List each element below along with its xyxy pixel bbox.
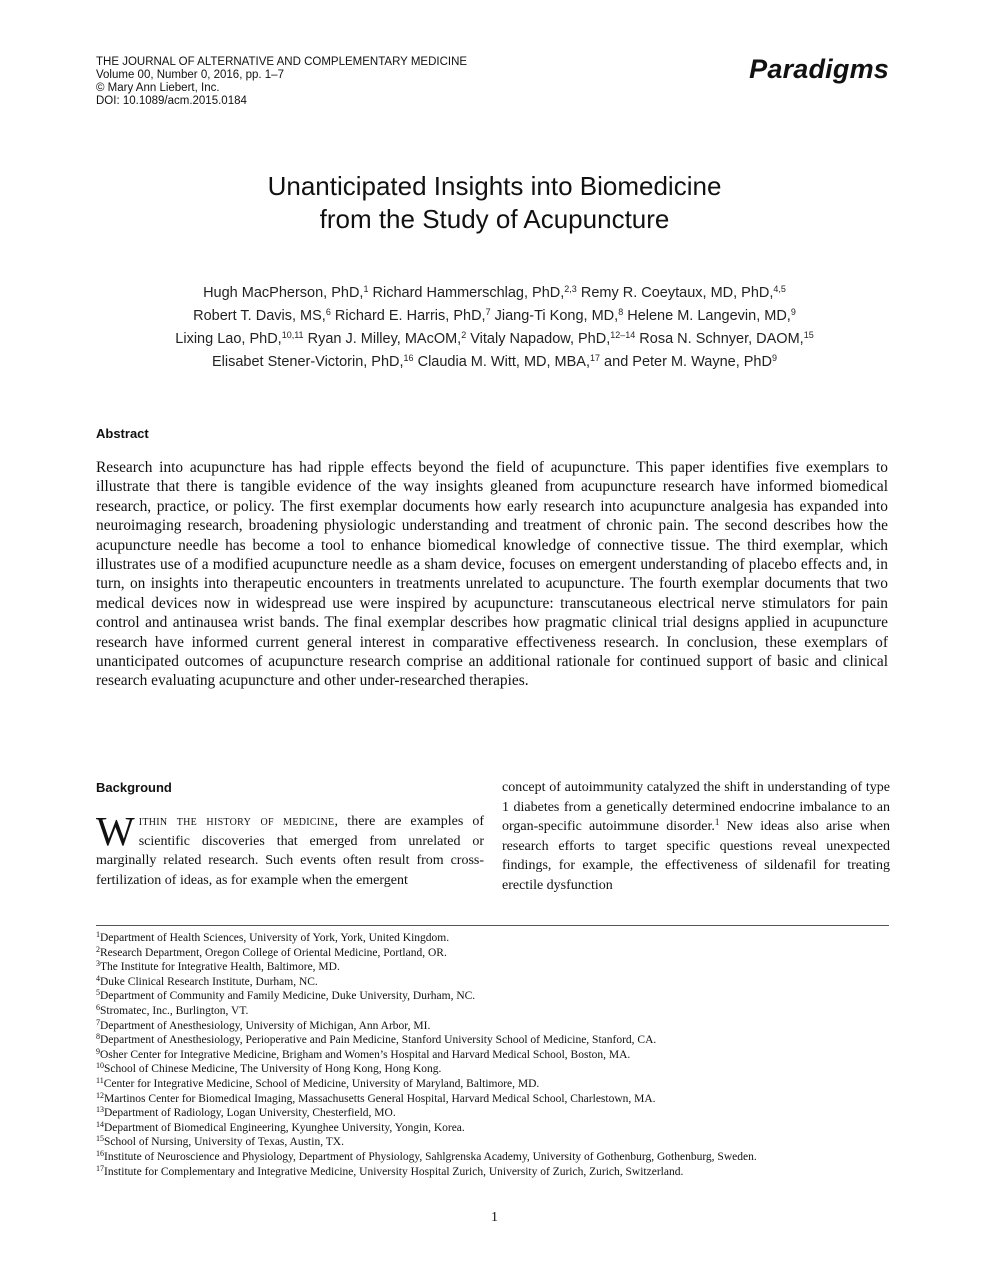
author-affiliation-sup: 2,3 [564,284,577,294]
footnote-item: $^9$Osher Center for Integrative Medicine, Brigham and Women’s Hospital and Harvard Medical School, Boston, MA. [96,1046,631,1061]
journal-header [96,56,467,108]
author-affiliation-sup: 4,5 [773,284,786,294]
author-affiliation-sup: 2 [461,330,467,340]
abstract-heading: Abstract [96,426,149,441]
title-line-2: from the Study of Acupuncture [319,204,670,234]
author-affiliation-sup: 9 [771,353,777,363]
author-name: Helene M. Langevin, MD, [627,308,791,324]
footnote-item: $^{10}$School of Chinese Medicine, The University of Hong Kong, Hong Kong. [96,1061,442,1076]
author-line-2 [0,303,989,326]
footnote-item: $^{17}$Institute for Complementary and Integrative Medicine, University Hospital Zurich, University of Zurich, Zurich, Switzerland. [96,1163,684,1178]
author-name: Robert T. Davis, MS, [193,308,326,324]
body-column-right [502,778,890,895]
footnote-item: $^{12}$Martinos Center for Biomedical Imaging, Massachusetts General Hospital, Harvard Medical School, Charlestown, MA. [96,1090,656,1105]
author-name: Ryan J. Milley, MAcOM, [307,331,462,347]
footnote-item: $^{16}$Institute of Neuroscience and Physiology, Department of Physiology, Sahlgrenska Academy, University of Gothenburg, Gothenburg, Sweden. [96,1148,757,1163]
drop-cap: W [96,808,135,854]
title-line-1: Unanticipated Insights into Biomedicine [267,171,722,201]
abstract-body: Research into acupuncture has had ripple effects beyond the field of acupuncture. This paper identifies five exemplars to illustrate that there is tangible evidence of the way insights gleaned from acupuncture research have informed biomedical research, practice, or policy. The first exemplar documents how early research into acupuncture analgesia has expanded into neuroimaging research, broadening physiologic understanding and treatment of chronic pain. The second describes how the acupuncture needle has become a tool to enhance biomedical knowledge of connective tissue. The third exemplar, which illustrates use of a modified acupuncture needle as a sham device, focuses on emergent understanding of placebo effects and, in turn, on insights into therapeutic encounters in treatments unrelated to acupuncture. The fourth exemplar documents that two medical devices now in widespread use were inspired by acupuncture: transcutaneous electrical nerve stimulators for pain control and antinausea wrist bands. The final exemplar describes how pragmatic clinical trial designs applied in acupuncture research have informed current general interest in comparative effectiveness research. In conclusion, these exemplars of unanticipated outcomes of acupuncture research comprise an additional rationale for continued support of basic and clinical research evaluating acupuncture and other under-researched therapies. [96,459,888,690]
journal-doi: DOI: 10.1089/acm.2015.0184 [96,95,247,107]
author-affiliation-sup: 10,11 [281,330,304,340]
footnote-item: $^4$Duke Clinical Research Institute, Durham, NC. [96,973,318,988]
author-name: Richard E. Harris, PhD, [334,308,486,324]
author-affiliation-sup: 16 [403,353,414,363]
page-number: 1 [491,1210,498,1225]
author-affiliation-sup: 12–14 [610,330,636,340]
author-affiliation-sup: 1 [363,284,369,294]
author-line-3 [0,326,989,349]
footnote-item: $^3$The Institute for Integrative Health, Baltimore, MD. [96,959,340,974]
author-name: Jiang-Ti Kong, MD, [494,308,619,324]
section-label: Paradigms [749,54,889,84]
author-affiliation-sup: 9 [790,307,796,317]
author-name: Lixing Lao, PhD, [175,331,282,347]
footnote-item: $^2$Research Department, Oregon College of Oriental Medicine, Portland, OR. [96,944,447,959]
author-name: Peter M. Wayne, PhD [632,354,772,370]
footnote-item: $^{13}$Department of Radiology, Logan University, Chesterfield, MO. [96,1105,396,1120]
reference-citation[interactable]: 1 [714,817,720,827]
author-name: Rosa N. Schnyer, DAOM, [639,331,804,347]
body-text: there are examples of scientific discoveries that emerged from unrelated or marginally related research. Such events often result from cross-fertilization of ideas, as for example when the emergent [96,814,484,888]
body-text: New ideas also arise when research efforts to target specific questions reveal unexpected findings, for example, the effectiveness of sildenafil for treating erectile dysfunction [502,819,890,893]
footnote-divider [96,925,889,926]
author-affiliation-sup: 15 [803,330,814,340]
footnote-item: $^6$Stromatec, Inc., Burlington, VT. [96,1002,249,1017]
author-line-4: Elisabet Stener-Victorin, PhD,$^{16}$ Claudia M. Witt, MD, MBA,$^{17}$ and Peter M. Wayne, PhD$^9$ [212,353,777,370]
footnote-item: $^8$Department of Anesthesiology, Perioperative and Pain Medicine, Stanford University School of Medicine, Stanford, CA. [96,1032,657,1047]
author-line-1 [0,280,989,303]
journal-copyright: © Mary Ann Liebert, Inc. [96,82,220,94]
affiliation-footnotes [96,931,891,1179]
footnote-item: $^{14}$Department of Biomedical Engineering, Kyunghee University, Yongin, Korea. [96,1119,465,1134]
author-name: Remy R. Coeytaux, MD, PhD, [580,285,774,301]
author-affiliation-sup: 7 [485,307,491,317]
body-column-left [96,808,484,890]
author-list [0,280,989,372]
footnote-item: $^{15}$School of Nursing, University of Texas, Austin, TX. [96,1134,344,1149]
author-affiliation-sup: 8 [618,307,624,317]
footnote-item: $^{11}$Center for Integrative Medicine, School of Medicine, University of Maryland, Baltimore, MD. [96,1075,540,1090]
author-name: Vitaly Napadow, PhD, [470,331,611,347]
author-name: Elisabet Stener-Victorin, PhD, [212,354,404,370]
author-affiliation-sup: 17 [590,353,601,363]
journal-volume: Volume 00, Number 0, 2016, pp. 1–7 [96,69,284,81]
article-title [0,170,989,236]
body-text: concept of autoimmunity catalyzed the shift in understanding of type 1 diabetes from a genetically determined endocrine imbalance to an organ-specific autoimmune disorder. [502,780,890,834]
author-name: Hugh MacPherson, PhD, [203,285,364,301]
author-name: Claudia M. Witt, MD, MBA, [417,354,591,370]
journal-name: THE JOURNAL OF ALTERNATIVE AND COMPLEMENTARY MEDICINE [96,56,468,68]
small-caps-lead: ithin the history of medicine, [138,814,339,829]
footnote-item: $^1$Department of Health Sciences, University of York, York, United Kingdom. [96,930,450,944]
author-name: Richard Hammerschlag, PhD, [372,285,565,301]
background-heading: Background [96,780,172,795]
footnote-item: $^5$Department of Community and Family Medicine, Duke University, Durham, NC. [96,988,476,1003]
footnote-item: $^7$Department of Anesthesiology, University of Michigan, Ann Arbor, MI. [96,1017,431,1032]
author-affiliation-sup: 6 [325,307,331,317]
